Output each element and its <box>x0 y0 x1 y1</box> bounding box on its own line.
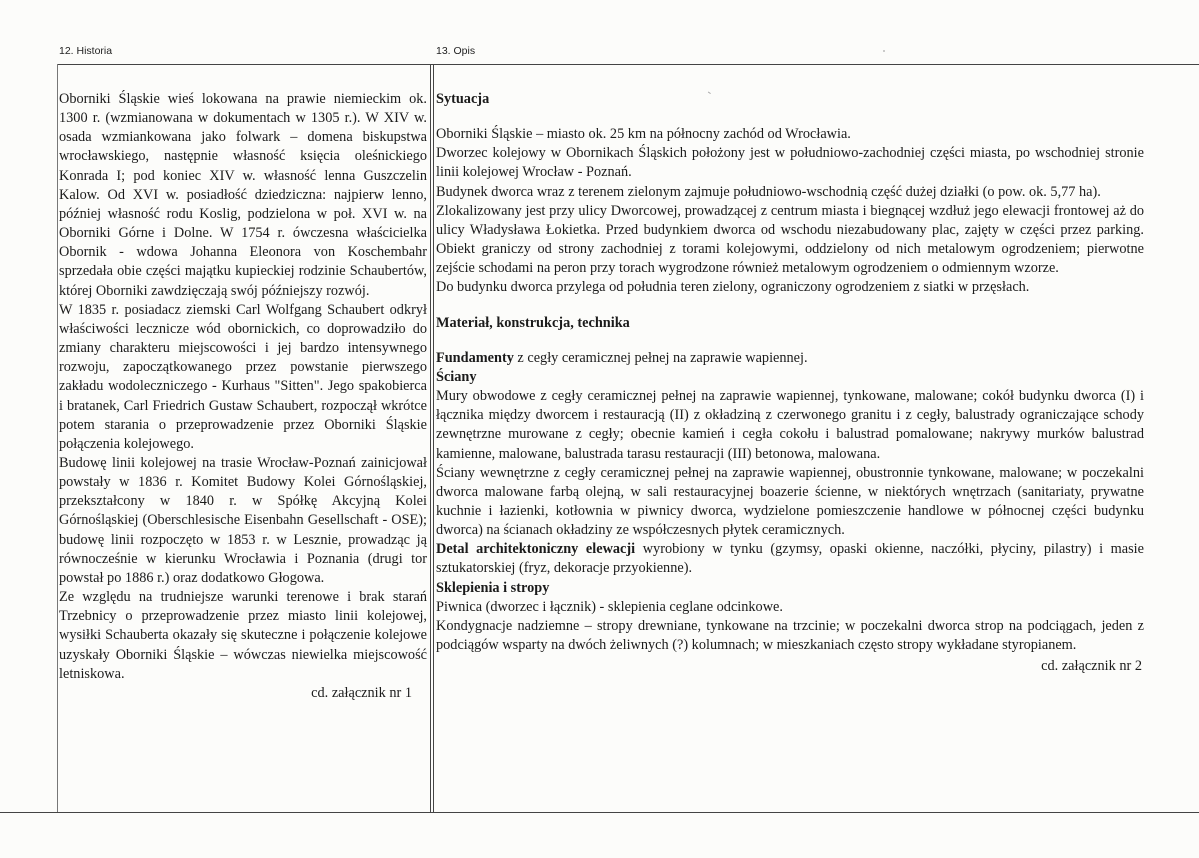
situation-paragraph: Dworzec kolejowy w Obornikach Śląskich położony jest w południowo-zachodniej części miasta, po wschodniej stronie linii kolejowej Wrocław - Poznań. <box>436 145 1144 181</box>
detail-label: Detal architektoniczny elewacji <box>436 541 636 558</box>
description-continuation-note: cd. załącznik nr 2 <box>1041 658 1142 675</box>
walls-paragraph: Mury obwodowe z cegły ceramicznej pełnej na zaprawie wapiennej, tynkowane, malowane; cokół budynku dworca (I) i łącznika między dworcem i restauracją (II) z okładziną z czerwonego granitu i z cegły, balustrady ograniczające schody zewnętrzne murowane z cegły; obecnie kamień i cegła cokołu i balustrad pomalowane; nakrywy murków balustrad kamienne, malowane, balustrada tarasu restauracji (III) betonowa, malowana. <box>436 388 1144 462</box>
table-bottom-border <box>0 812 1199 813</box>
section-header-description: 13. Opis <box>436 45 476 57</box>
column-divider-inner <box>433 64 434 812</box>
table-left-border <box>57 64 58 812</box>
vaults-heading: Sklepienia i stropy <box>436 579 550 596</box>
vaults-paragraph: Piwnica (dworzec i łącznik) - sklepienia ceglane odcinkowe. <box>436 598 783 615</box>
situation-paragraph: Do budynku dworca przylega od południa teren zielony, ograniczony ogrodzeniem z siatki w przęsłach. <box>436 279 1030 296</box>
foundations-text: z cegły ceramicznej pełnej na zaprawie wapiennej. <box>513 349 808 366</box>
column-divider <box>430 64 431 812</box>
situation-paragraph: Budynek dworca wraz z terenem zielonym zajmuje południowo-wschodnią część dużej działki (o pow. ok. 5,77 ha). <box>436 183 1101 200</box>
history-continuation-note: cd. załącznik nr 1 <box>311 684 412 701</box>
section-header-history: 12. Historia <box>59 45 113 57</box>
detail-text: wyrobiony w tynku (gzymsy, opaski okienne, naczółki, płyciny, pilastry) i masie sztukatorskiej (fryz, dekoracje przyokienne). <box>436 541 1144 577</box>
situation-paragraph: Oborniki Śląskie – miasto ok. 25 km na północny zachód od Wrocławia. <box>436 126 851 143</box>
foundations-label: Fundamenty <box>436 349 514 366</box>
material-heading: Materiał, konstrukcja, technika <box>436 314 630 331</box>
history-paragraph: Ze względu na trudniejsze warunki terenowe i brak starań Trzebnicy o przeprowadzenie przez miasto linii kolejowej, wysiłki Schauberta okazały się skuteczne i połączenie kolejowe uzyskały Oborniki Śląskie – wówczas niewielka miejscowość letniskowa. <box>59 589 427 682</box>
history-column <box>59 90 427 703</box>
vaults-paragraph: Kondygnacje nadziemne – stropy drewniane, tynkowane na trzcinie; w poczekalni dworca strop na podciągach, jeden z podciągów wsparty na dwóch żeliwnych (?) kolumnach; w mieszkaniach często stropy wykładane styropianem. <box>436 617 1144 654</box>
foundations-paragraph <box>436 349 1144 368</box>
situation-paragraph: Zlokalizowany jest przy ulicy Dworcowej, prowadzącej z centrum miasta i biegnącej wzdłuż jego elewacji frontowej aż do ulicy Władysława Łokietka. Przed budynkiem dworca od wschodu niezabudowany plac, zajęty w części przez parking. Obiekt graniczy od strony zachodniej z torami kolejowymi, oddzielony od nich metalowym ogrodzeniem; pierwotne zejście schodami na peron przy torach wygrodzone również metalowym ogrodzeniem o odmiennym wzorze. <box>436 202 1144 277</box>
history-paragraph: Budowę linii kolejowej na trasie Wrocław-Poznań zainicjował powstały w 1836 r. Komitet Budowy Kolei Górnośląskiej, przekształcony w 1840 r. w Spółkę Akcyjną Kolei Górnośląskiej (Oberschlesische Eisenbahn Gesellschaft - OSE); budowę linii rozpoczęto w 1853 r. w Lesznie, prowadząc ją równocześnie w kierunku Wrocławia i Poznania (drugi tor powstał po 1886 r.) oraz dodatkowo Głogowa. <box>59 454 427 586</box>
detail-paragraph <box>436 540 1144 578</box>
walls-paragraph: Ściany wewnętrzne z cegły ceramicznej pełnej na zaprawie wapiennej, obustronnie tynkowane, malowane; w poczekalni dworca malowane farbą olejną, w sali restauracyjnej boazerie ścienne, w niektórych wnętrzach (sanitariaty, prywatne kuchnie i łazienki, kotłownia w piwnicy dworca, wydzielone pomieszczenie handlowe w północnej części budynku dworca) na ścianach okładziny ze współczesnych płytek ceramicznych. <box>436 464 1144 539</box>
table-top-border <box>57 64 1199 65</box>
walls-heading: Ściany <box>436 368 477 385</box>
situation-heading: Sytuacja <box>436 91 490 107</box>
history-paragraph: W 1835 r. posiadacz ziemski Carl Wolfgang Schaubert odkrył właściwości lecznicze wód obornickich, co doprowadziło do zmiany charakteru miejscowości i jej bardzo intensywnego rozwoju, zapoczątkowanego przez powstanie pierwszego zakładu wodoleczniczego - Kurhaus "Sitten". Jego spakobierca i bratanek, Carl Friedrich Gustaw Schaubert, rozpoczął wkrótce potem starania o przeprowadzenie przez Oborniki Śląskie połączenia kolejowego. <box>59 301 427 452</box>
scan-speck <box>883 50 885 52</box>
history-paragraph: Oborniki Śląskie wieś lokowana na prawie niemieckim ok. 1300 r. (wzmianowana w dokumentach w 1305 r.). W XIV w. osada wzmiankowana jako folwark – domena biskupstwa wrocławskiego, następnie własność księcia oleśnickiego Konrada I; pod koniec XIV w. własność lenna Guszczelin Kalow. Od XVI w. posiadłość dziedziczna: najpierw lenno, później własność rodu Koslig, podzielona w poł. XVI w. na Oborniki Górne i Dolne. W 1754 r. ówczesna właścicielka Obornik - wdowa Johanna Eleonora von Koschembahr sprzedała obie części majątku kupieckiej rodzinie Schaubertów, której Oborniki zawdzięczają swój późniejszy rozwój. <box>59 91 427 299</box>
description-column <box>436 90 1144 676</box>
